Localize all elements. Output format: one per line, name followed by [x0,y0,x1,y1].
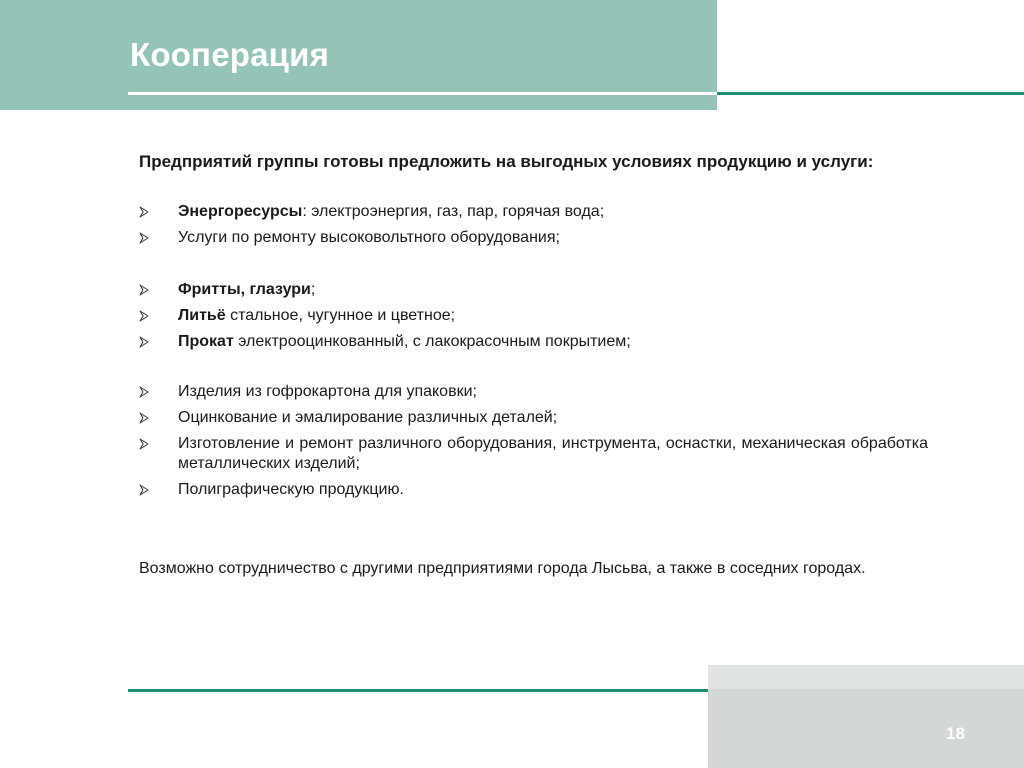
arrowhead-bullet-icon [139,232,149,244]
arrowhead-bullet-icon [139,310,149,322]
list-item-text: Услуги по ремонту высоковольтного оборудования; [178,229,560,246]
title-underline [128,92,717,95]
cooperation-note: Возможно сотрудничество с другими предприятиями города Лысьва, а также в соседних городах. [139,560,866,577]
list-item-keyword: Энергоресурсы [178,203,303,220]
list-item [139,332,928,352]
list-item-text: стальное, чугунное и цветное; [225,307,456,324]
arrowhead-bullet-icon [139,386,149,398]
spacer [139,254,928,280]
list-item-text: ; [310,281,316,298]
list-item [139,382,928,402]
list-item [139,480,928,500]
list-item-text: Оцинкование и эмалирование различных деталей; [178,409,558,426]
services-group-energy [139,202,928,248]
arrowhead-bullet-icon [139,206,149,218]
slide-content [139,150,928,580]
title-accent-line [717,92,1024,95]
list-item-text: электрооцинкованный, с лакокрасочным покрытием; [233,333,631,350]
arrowhead-bullet-icon [139,284,149,296]
list-item [139,434,928,474]
spacer [139,174,928,202]
intro-heading: Предприятий группы готовы предложить на выгодных условиях продукцию и услуги: [139,152,874,171]
list-item [139,408,928,428]
page-number: 18 [946,724,965,743]
list-item-text: : электроэнергия, газ, пар, горячая вода; [302,203,605,220]
footer-line [128,689,708,692]
arrowhead-bullet-icon [139,412,149,424]
list-item-text: Изделия из гофрокартона для упаковки; [178,383,477,400]
arrowhead-bullet-icon [139,438,149,450]
list-item-keyword: Фритты, глазури [178,281,311,298]
footer-box-highlight [708,665,1024,689]
list-item-text: Изготовление и ремонт различного оборудования, инструмента, оснастки, механическая обработка металлических изделий; [178,435,928,472]
list-item-text: Полиграфическую продукцию. [178,481,404,498]
slide-title: Кооперация [130,36,330,73]
services-group-materials [139,280,928,352]
services-group-production [139,382,928,500]
list-item-keyword: Литьё [178,307,226,324]
spacer [139,506,928,558]
arrowhead-bullet-icon [139,336,149,348]
list-item [139,306,928,326]
arrowhead-bullet-icon [139,484,149,496]
spacer [139,358,928,382]
list-item-keyword: Прокат [178,333,234,350]
list-item [139,202,928,222]
list-item [139,280,928,300]
list-item [139,228,928,248]
